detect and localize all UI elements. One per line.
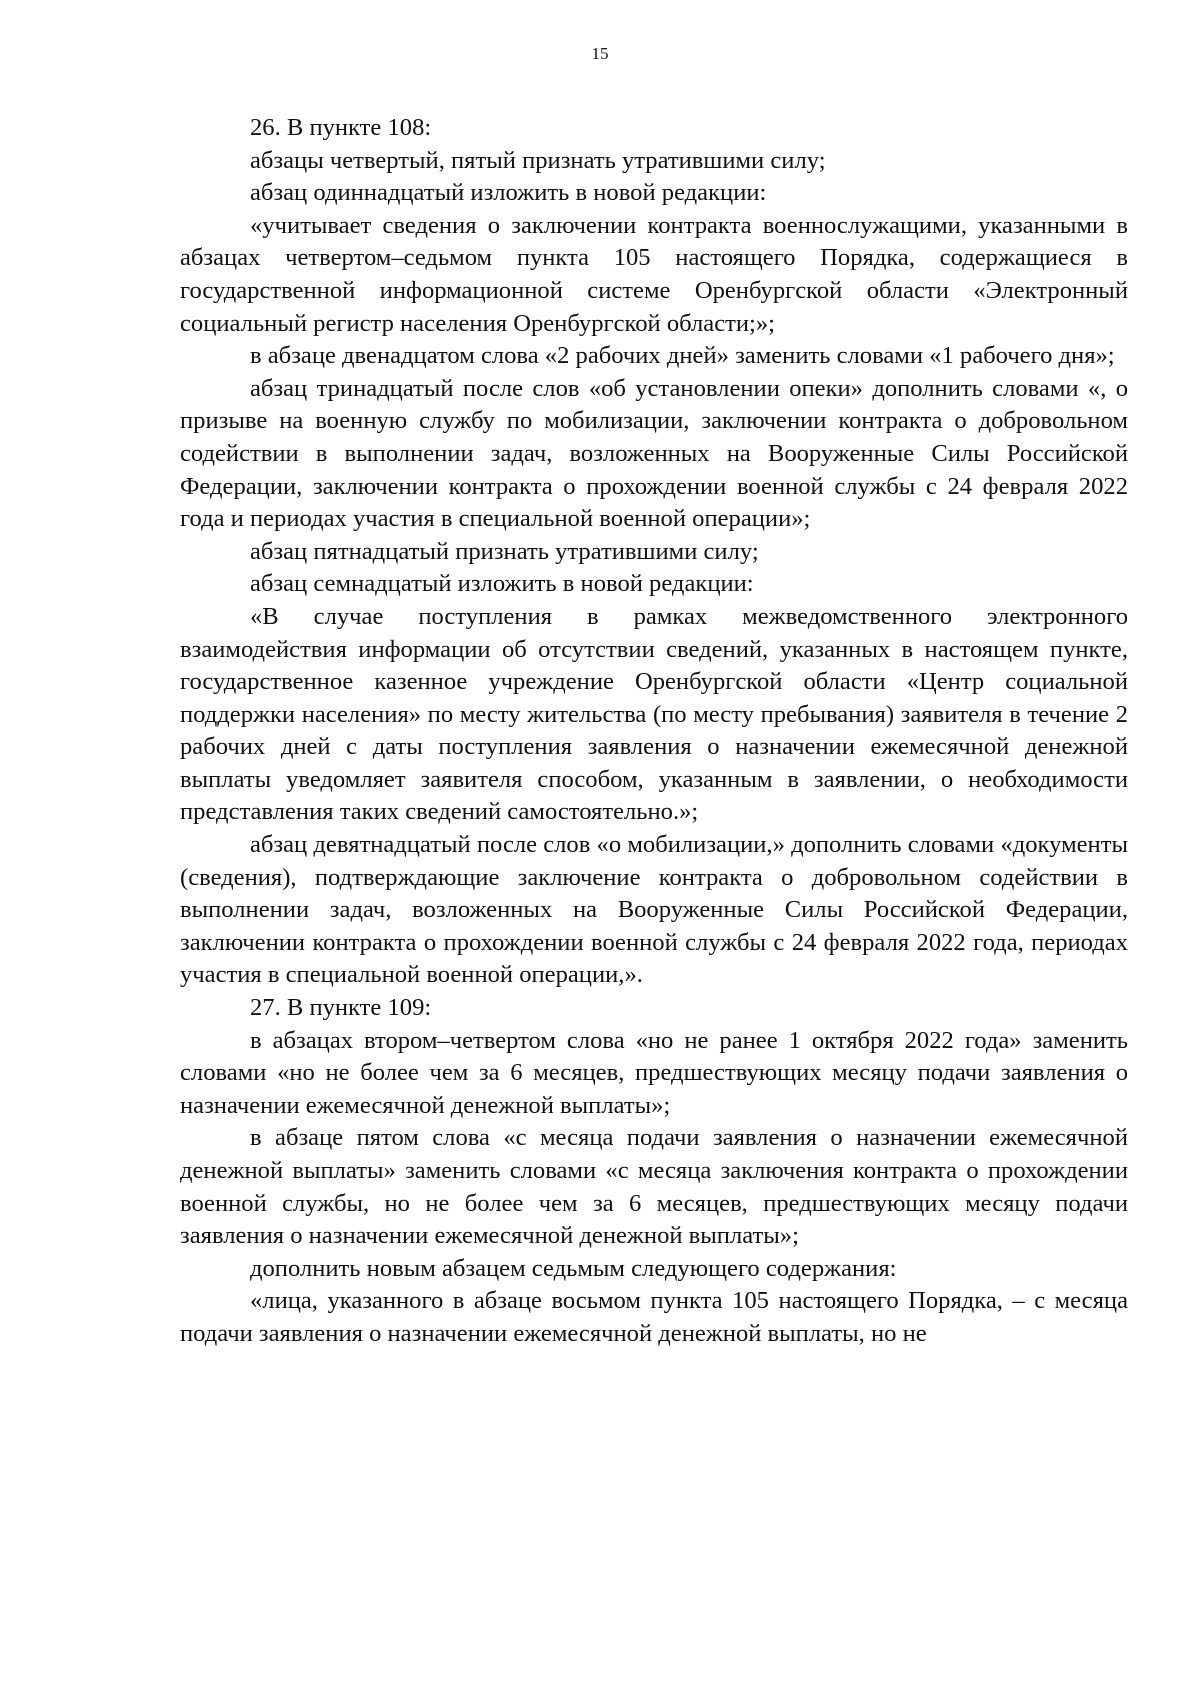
paragraph-item-26-abzac-11: абзац одиннадцатый изложить в новой редакции: [250, 179, 767, 207]
document-body [180, 112, 1128, 1351]
paragraph-item-26-abzacy-4-5: абзацы четвертый, пятый признать утратившими силу; [250, 146, 826, 174]
paragraph-item-26-abzac-13: абзац тринадцатый после слов «об установлении опеки» дополнить словами «, о призыве на военную службу по мобилизации, заключении контракта о добровольном содействии в выполнении задач, возложенных на Вооруженные Силы Российской Федерации, заключении контракта о прохождении военной службы с 24 февраля 2022 года и периодах участия в специальной военной операции»; [180, 374, 1128, 533]
paragraph-item-27-heading: 27. В пункте 109: [250, 994, 432, 1022]
quoted-paragraph-lica: «лица, указанного в абзаце восьмом пункта 105 настоящего Порядка, – с месяца подачи заявления о назначении ежемесячной денежной выплаты, но не [180, 1287, 1128, 1347]
paragraph-item-26-abzac-15: абзац пятнадцатый признать утратившими силу; [250, 537, 759, 565]
quoted-paragraph-v-sluchae: «В случае поступления в рамках межведомственного электронного взаимодействия информации об отсутствии сведений, указанных в настоящем пункте, государственное казенное учреждение Оренбургской области «Центр социальной поддержки населения» по месту жительства (по месту пребывания) заявителя в течение 2 рабочих дней с даты поступления заявления о назначении ежемесячной денежной выплаты уведомляет заявителя способом, указанным в заявлении, о необходимости представления таких сведений самостоятельно.»; [180, 602, 1128, 826]
paragraph-item-26-abzac-17: абзац семнадцатый изложить в новой редакции: [250, 570, 754, 598]
page-number: 15 [591, 44, 609, 63]
paragraph-item-26-abzac-12: в абзаце двенадцатом слова «2 рабочих дней» заменить словами «1 рабочего дня»; [250, 342, 1115, 370]
paragraph-item-27-abzac-7-intro: дополнить новым абзацем седьмым следующего содержания: [250, 1254, 897, 1282]
paragraph-item-27-abzac-5: в абзаце пятом слова «с месяца подачи заявления о назначении ежемесячной денежной выплаты» заменить словами «с месяца заключения контракта о прохождении военной службы, но не более чем за 6 месяцев, предшествующих месяцу подачи заявления о назначении ежемесячной денежной выплаты»; [180, 1124, 1128, 1250]
paragraph-item-26-heading: 26. В пункте 108: [250, 114, 432, 141]
paragraph-item-27-abzacy-2-4: в абзацах втором–четвертом слова «но не ранее 1 октября 2022 года» заменить словами «но не более чем за 6 месяцев, предшествующих месяцу подачи заявления о назначении ежемесячной денежной выплаты»; [180, 1026, 1128, 1119]
quoted-paragraph-uchityvaet: «учитывает сведения о заключении контракта военнослужащими, указанными в абзацах четвертом–седьмом пункта 105 настоящего Порядка, содержащиеся в государственной информационной системе Оренбургской области «Электронный социальный регистр населения Оренбургской области;»; [180, 211, 1128, 337]
paragraph-item-26-abzac-19: абзац девятнадцатый после слов «о мобилизации,» дополнить словами «документы (сведения), подтверждающие заключение контракта о добровольном содействии в выполнении задач, возложенных на Вооруженные Силы Российской Федерации, заключении контракта о прохождении военной службы с 24 февраля 2022 года, периодах участия в специальной военной операции,». [180, 831, 1128, 989]
